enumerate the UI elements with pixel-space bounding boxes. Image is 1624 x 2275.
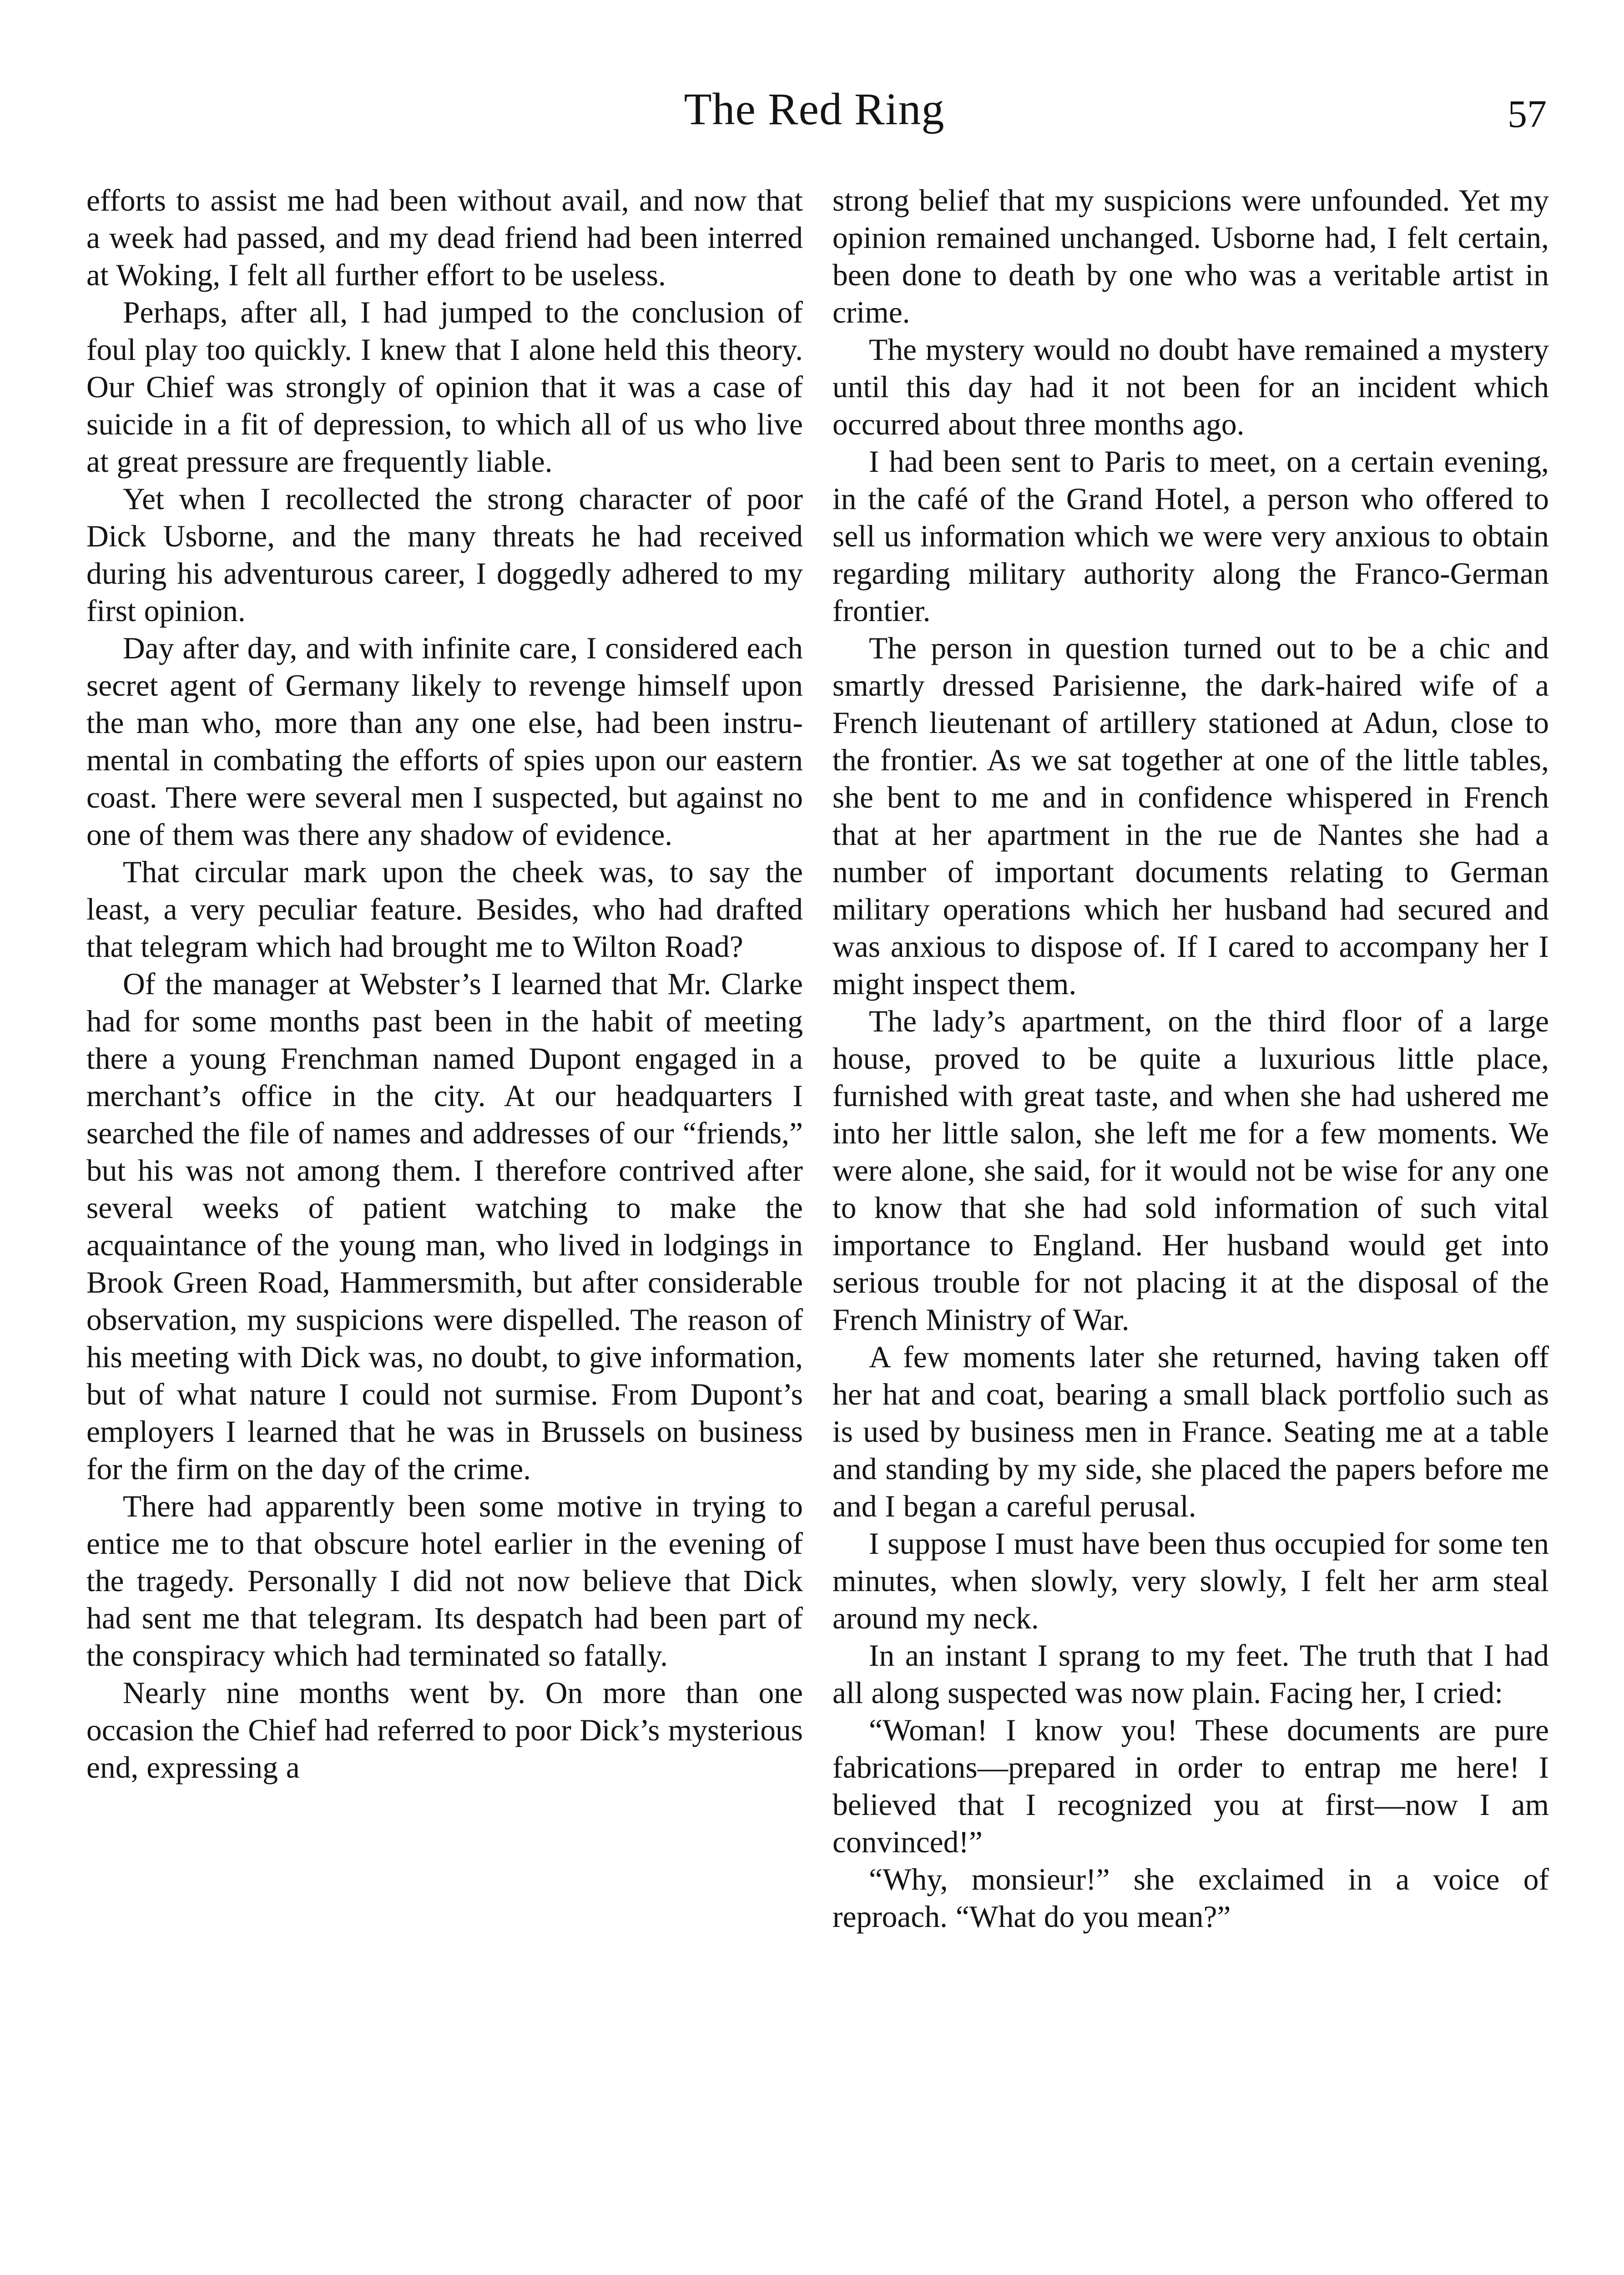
paragraph: I suppose I must have been thus occupied for some ten minutes, when slowly, very slowly, I felt her arm steal around my neck.: [832, 1527, 1549, 1635]
paragraph: That circular mark upon the cheek was, to say the least, a very peculiar feature. Besides, who had drafted that telegram which had brought me to Wilton Road?: [86, 855, 803, 964]
paragraph: Of the manager at Webster’s I learned that Mr. Clarke had for some months past been in the habit of meeting there a young Frenchman named Dupont engaged in a merchant’s office in the city. At our headquarters I searched the file of names and addresses of our “friends,” but his was not among them. I therefore contrived after several weeks of patient watching to make the acquaintance of the young man, who lived in lodgings in Brook Green Road, Hammersmith, but after considerable observation, my suspicions were dispelled. The reason of his meeting with Dick was, no doubt, to give information, but of what nature I could not surmise. From Dupont’s employers I learned that he was in Brussels on business for the firm on the day of the crime.: [86, 967, 803, 1486]
paragraph: The mystery would no doubt have remained a mystery until this day had it not been for an incident which occurred about three months ago.: [832, 333, 1549, 441]
running-title: The Red Ring: [684, 84, 945, 134]
paragraph: Yet when I recollected the strong character of poor Dick Usborne, and the many threats he had received during his adventurous career, I doggedly adhered to my first opinion.: [86, 482, 803, 628]
paragraph: Perhaps, after all, I had jumped to the conclusion of foul play too quickly. I knew that I alone held this theory. Our Chief was strongly of opinion that it was a case of suicide in a fit of depression, to which all of us who live at great pressure are frequently liable.: [86, 295, 803, 479]
paragraph: The person in question turned out to be a chic and smartly dressed Parisienne, the dark-haired wife of a French lieutenant of artillery stationed at Adun, close to the frontier. As we sat together at one of the little tables, she bent to me and in confidence whispered in French that at her apartment in the rue de Nantes she had a number of important documents relating to German military operations which her husband had secured and was anxious to dispose of. If I cared to accompany her I might inspect them.: [832, 631, 1549, 1001]
page-number: 57: [1508, 92, 1547, 136]
paragraph: A few moments later she returned, having taken off her hat and coat, bearing a small black portfolio such as is used by business men in France. Seating me at a table and standing by my side, she placed the papers before me and I began a careful perusal.: [832, 1340, 1549, 1523]
left-column: [86, 182, 803, 1786]
paragraph: In an instant I sprang to my feet. The truth that I had all along suspected was now plain. Facing her, I cried:: [832, 1638, 1549, 1710]
paragraph: Day after day, and with infinite care, I considered each secret agent of Germany likely to revenge himself upon the man who, more than any one else, had been instrumental in combating the efforts of spies upon our eastern coast. There were several men I suspected, but against no one of them was there any shadow of evidence.: [86, 631, 803, 852]
paragraph: Nearly nine months went by. On more than one occasion the Chief had referred to poor Dick’s mysterious end, expressing a: [86, 1676, 803, 1785]
paragraph: “Woman! I know you! These documents are pure fabrications—prepared in order to entrap me here! I believed that I recognized you at first—now I am convinced!”: [832, 1713, 1549, 1859]
paragraph: “Why, monsieur!” she exclaimed in a voice of reproach. “What do you mean?”: [832, 1862, 1549, 1934]
right-column: [832, 182, 1549, 1936]
running-header: [82, 77, 1547, 141]
paragraph: I had been sent to Paris to meet, on a certain evening, in the café of the Grand Hotel, a person who offered to sell us information which we were very anxious to obtain regarding military authority along the Franco-German frontier.: [832, 445, 1549, 628]
paragraph: There had apparently been some motive in trying to entice me to that obscure hotel earlier in the evening of the tragedy. Personally I did not now believe that Dick had sent me that telegram. Its despatch had been part of the conspiracy which had terminated so fatally.: [86, 1489, 803, 1673]
paragraph: The lady’s apartment, on the third floor of a large house, proved to be quite a luxurious little place, furnished with great taste, and when she had ushered me into her little salon, she left me for a few moments. We were alone, she said, for it would not be wise for any one to know that she had sold information of such vital importance to England. Her husband would get into serious trouble for not placing it at the disposal of the French Ministry of War.: [832, 1004, 1549, 1337]
paragraph: efforts to assist me had been without avail, and now that a week had passed, and my dead friend had been interred at Woking, I felt all further effort to be useless.: [86, 183, 803, 292]
paragraph: strong belief that my suspicions were unfounded. Yet my opinion remained unchanged. Usborne had, I felt certain, been done to death by one who was a veritable artist in crime.: [832, 183, 1549, 329]
